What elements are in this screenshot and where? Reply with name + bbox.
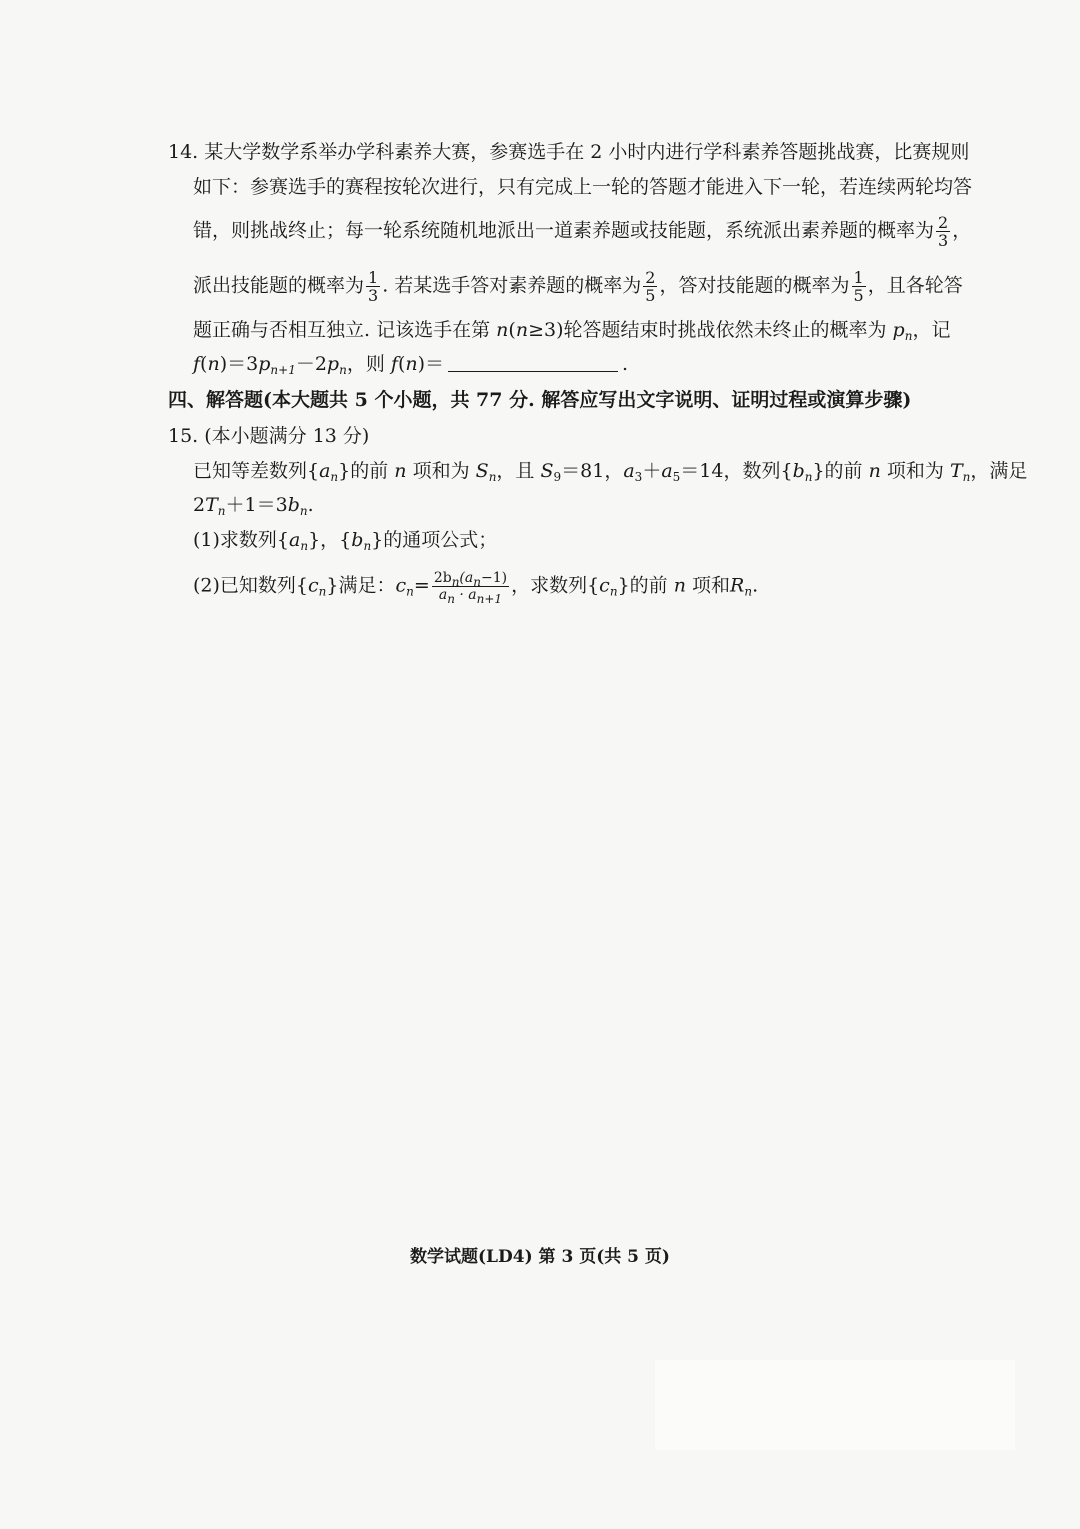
q15-part-2: (2)已知数列$\{c_n\}$满足：$c_n=$ $\frac{2b_n(a_n-1)}{a_n \cdot a_{n+1}}$ ，求数列$\{c_n\}$的前 n 项和$R_n$.	[193, 570, 759, 606]
q15-line-1: 已知等差数列$\{a_n\}$的前 n 项和为 $S_n$，且 $S_9=81$，$a_3+a_5=14$，数列$\{b_n\}$的前 n 项和为 $T_n$，满足	[193, 460, 1028, 484]
q14-line-5: 题正确与否相互独立. 记该选手在第 n(n≥3)轮答题结束时挑战依然未终止的概率为 $p_n$，记	[193, 319, 951, 343]
fraction-1-5: $\frac{1}{5}$	[853, 268, 864, 305]
fraction-cn: $\frac{2b_n(a_n-1)}{a_n \cdot a_{n+1}}$	[433, 570, 508, 606]
q15-part-1: (1)求数列$\{a_n\}$，$\{b_n\}$的通项公式；	[193, 529, 498, 553]
fraction-1-3: $\frac{1}{3}$	[368, 268, 379, 305]
q14-line-4: 派出技能题的概率为 $\frac{1}{3}$ . 若某选手答对素养题的概率为 $\frac{2}{5}$ ，答对技能题的概率为 $\frac{1}{5}$ ，且各轮答	[193, 268, 963, 305]
q14-text-2: 如下：参赛选手的赛程按轮次进行，只有完成上一轮的答题才能进入下一轮，若连续两轮均答	[193, 176, 973, 198]
answer-blank	[448, 351, 618, 372]
page-footer: 数学试题(LD4) 第 3 页(共 5 页)	[410, 1247, 670, 1267]
q14-line-6: $f(n)=3p_{n+1}-2p_n$，则 f(n)＝ .	[193, 353, 629, 377]
q14-line-2	[193, 174, 972, 200]
fraction-2-5: $\frac{2}{5}$	[645, 268, 656, 305]
fraction-2-3: $\frac{2}{3}$	[938, 213, 949, 250]
q14-line-1	[168, 139, 969, 165]
q15-header: 15. (本小题满分 13 分)	[168, 425, 370, 447]
q14-line-3: 错，则挑战终止；每一轮系统随机地派出一道素养题或技能题，系统派出素养题的概率为 $\frac{2}{3}$ ，	[193, 213, 972, 250]
q14-text-1: 14. 某大学数学系举办学科素养大赛，参赛选手在 2 小时内进行学科素养答题挑战赛，比赛规则	[168, 141, 970, 163]
scan-artifact	[655, 1360, 1015, 1450]
section-heading: 四、解答题(本大题共 5 个小题，共 77 分. 解答应写出文字说明、证明过程或演算步骤)	[168, 389, 912, 411]
q14-text-3: 错，则挑战终止；每一轮系统随机地派出一道素养题或技能题，系统派出素养题的概率为	[193, 219, 935, 242]
q15-line-2: $2T_n+1=3b_n$.	[193, 494, 314, 518]
